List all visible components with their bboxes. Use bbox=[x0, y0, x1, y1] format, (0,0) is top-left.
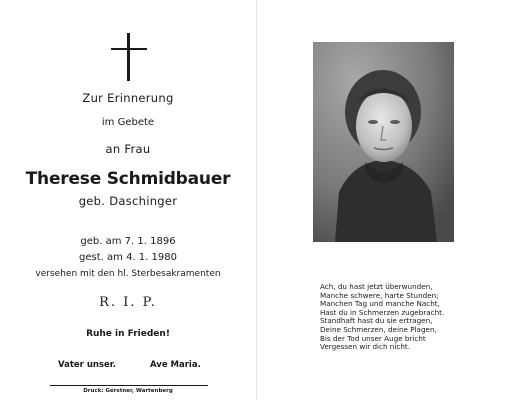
portrait-photo bbox=[313, 42, 454, 242]
rip-text: R. I. P. bbox=[99, 295, 157, 310]
sacraments-line: versehen mit den hl. Sterbesakramenten bbox=[35, 269, 221, 279]
rest-in-peace: Ruhe in Frieden! bbox=[86, 329, 170, 339]
poem-line: Bis der Tod unser Auge bricht bbox=[320, 333, 426, 343]
prayer-hail-mary: Ave Maria. bbox=[150, 360, 201, 370]
deceased-name: Therese Schmidbauer bbox=[25, 169, 231, 189]
printer-divider bbox=[50, 385, 208, 386]
printer-credit: Druck: Gerstner, Wartenberg bbox=[83, 388, 173, 394]
death-date: gest. am 4. 1. 1980 bbox=[79, 252, 177, 263]
poem-line: Hast du in Schmerzen zugebracht. bbox=[320, 307, 445, 317]
poem-line: Manchen Tag und manche Nacht, bbox=[320, 299, 440, 309]
poem-line: Ach, du hast jetzt überwunden, bbox=[320, 282, 433, 291]
memorial-poem bbox=[320, 283, 510, 352]
latin-cross-icon bbox=[111, 33, 147, 81]
left-panel bbox=[0, 0, 256, 400]
birth-date: geb. am 7. 1. 1896 bbox=[80, 236, 176, 247]
prayer-line: im Gebete bbox=[101, 117, 155, 128]
prayer-our-father: Vater unser. bbox=[58, 360, 116, 370]
prayer-list bbox=[56, 360, 206, 374]
poem-line: Manche schwere, harte Stunden; bbox=[320, 290, 439, 300]
poem-line: Deine Schmerzen, deine Plagen, bbox=[320, 324, 437, 334]
memory-line: Zur Erinnerung bbox=[82, 91, 174, 105]
address-line: an Frau bbox=[105, 142, 151, 156]
poem-line: Vergessen wir dich nicht. bbox=[320, 342, 410, 352]
maiden-name: geb. Daschinger bbox=[78, 194, 178, 208]
poem-line: Standhaft hast du sie ertragen, bbox=[320, 316, 433, 326]
right-panel bbox=[257, 0, 513, 400]
